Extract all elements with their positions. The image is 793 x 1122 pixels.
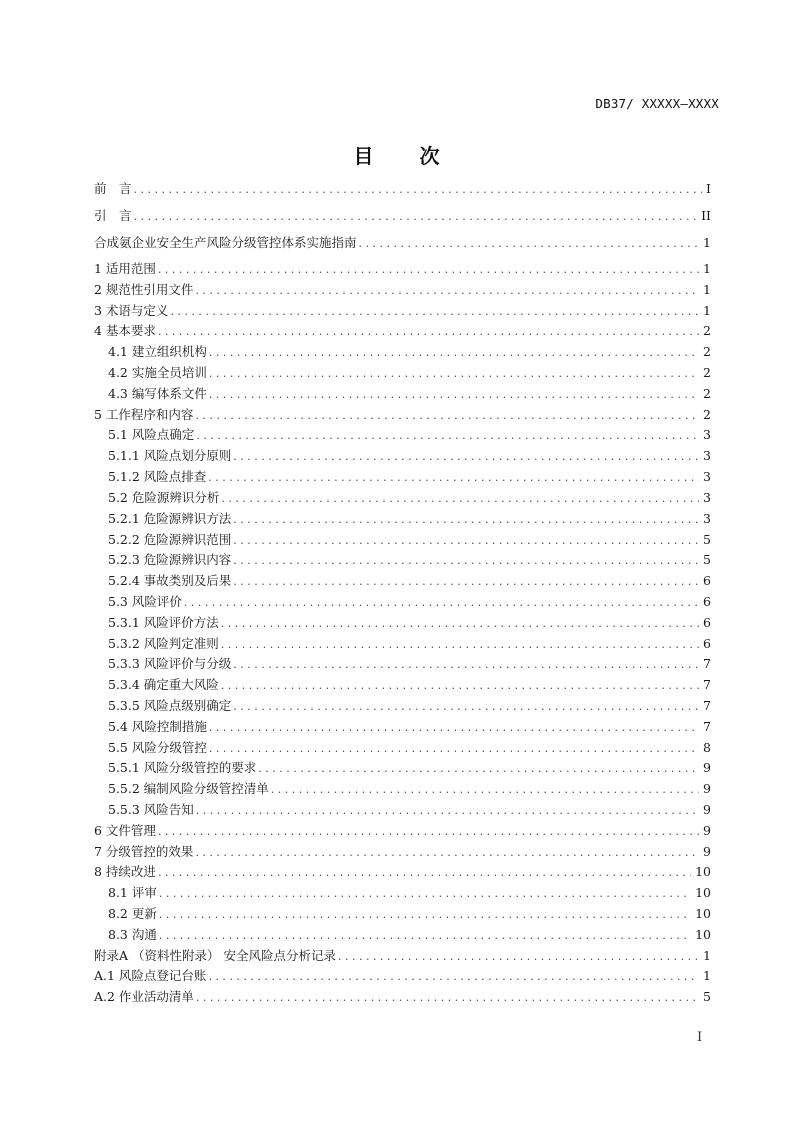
toc-entry-label: 8.2 更新: [94, 905, 159, 923]
toc-entry-label: 5.2.4 事故类别及后果: [94, 572, 233, 590]
dot-leader: [359, 235, 700, 253]
dot-leader: [221, 615, 699, 633]
dot-leader: [195, 407, 699, 425]
toc-entry[interactable]: [94, 593, 711, 611]
toc-entry[interactable]: [94, 759, 711, 777]
toc-entry-page: 1: [703, 261, 711, 276]
toc-entry-label: 5.5 风险分级管控: [94, 739, 209, 757]
toc-entry[interactable]: [94, 967, 711, 985]
toc-entry-label: 8.3 沟通: [94, 926, 159, 944]
toc-entry-page: 1: [703, 968, 711, 983]
toc-entry[interactable]: [94, 718, 711, 736]
toc-entry-label: 5.2 危险源辨识分析: [94, 489, 221, 507]
toc-entry-page: 7: [703, 656, 711, 671]
toc-entry-page: 8: [703, 740, 711, 755]
dot-leader: [271, 781, 699, 799]
dot-leader: [221, 677, 699, 695]
toc-entry-page: 2: [703, 386, 711, 401]
dot-leader: [233, 698, 699, 716]
toc-entry[interactable]: [94, 676, 711, 694]
toc-entry-page: 10: [695, 906, 711, 921]
toc-entry-label: 7 分级管控的效果: [94, 844, 194, 859]
toc-entry[interactable]: [94, 947, 711, 965]
toc-entry[interactable]: [94, 822, 711, 840]
dot-leader: [159, 885, 691, 903]
toc-entry[interactable]: [94, 207, 711, 225]
toc-entry-page: 9: [703, 802, 711, 817]
toc-entry-label: 4 基本要求: [94, 323, 156, 338]
toc-entry-label: 5.3.3 风险评价与分级: [94, 655, 233, 673]
toc-entry[interactable]: [94, 406, 711, 424]
toc-entry-label: 5.3.1 风险评价方法: [94, 614, 221, 632]
toc-entry[interactable]: [94, 447, 711, 465]
toc-entry[interactable]: [94, 322, 711, 340]
toc-entry[interactable]: [94, 551, 711, 569]
toc-entry[interactable]: [94, 697, 711, 715]
dot-leader: [170, 303, 699, 321]
toc-entry[interactable]: [94, 260, 711, 278]
toc-entry-page: 5: [703, 989, 711, 1004]
dot-leader: [221, 490, 699, 508]
toc-entry[interactable]: [94, 739, 711, 757]
toc-entry-page: 6: [703, 636, 711, 651]
toc-entry-label: 1 适用范围: [94, 261, 156, 276]
toc-entry-page: 3: [703, 448, 711, 463]
toc-entry[interactable]: [94, 343, 711, 361]
toc-entry-page: 2: [703, 365, 711, 380]
toc-entry-page: 9: [703, 844, 711, 859]
dot-leader: [233, 448, 699, 466]
title-char-1: 目: [353, 144, 374, 168]
dot-leader: [158, 864, 691, 882]
toc-entry-label: 5.5.1 风险分级管控的要求: [94, 759, 258, 777]
footer-page-number: I: [697, 1030, 703, 1045]
toc-entry-label: 5.1.1 风险点划分原则: [94, 447, 233, 465]
toc-entry-page: 7: [703, 719, 711, 734]
toc-entry-page: 1: [703, 282, 711, 297]
toc-entry[interactable]: [94, 614, 711, 632]
dot-leader: [159, 927, 691, 945]
toc-entry-page: 1: [703, 235, 711, 250]
dot-leader: [158, 323, 699, 341]
toc-entry-page: 1: [703, 303, 711, 318]
toc-entry-label: 3 术语与定义: [94, 303, 169, 318]
toc-entry-label: 合成氨企业安全生产风险分级管控体系实施指南: [94, 235, 357, 250]
toc-entry[interactable]: [94, 780, 711, 798]
toc-entry-label: 引 言: [94, 208, 132, 223]
dot-leader: [209, 386, 699, 404]
toc-entry[interactable]: [94, 801, 711, 819]
toc-entry-label: 5.3.5 风险点级别确定: [94, 697, 233, 715]
dot-leader: [195, 844, 699, 862]
dot-leader: [196, 989, 699, 1007]
toc-entry[interactable]: [94, 988, 711, 1006]
toc-entry-page: 3: [703, 427, 711, 442]
dot-leader: [338, 948, 699, 966]
toc-entry-label: 5.2.1 危险源辨识方法: [94, 510, 233, 528]
toc-entry-label: 前 言: [94, 181, 132, 196]
page-title: [0, 140, 793, 169]
toc-entry[interactable]: [94, 468, 711, 486]
toc-entry-label: 2 规范性引用文件: [94, 282, 194, 297]
toc-entry-label: 8.1 评审: [94, 884, 159, 902]
toc-entry-label: 5 工作程序和内容: [94, 407, 194, 422]
toc-entry-page: 6: [703, 573, 711, 588]
toc-entry-label: A.1 风险点登记台账: [94, 968, 207, 983]
toc-entry[interactable]: [94, 863, 711, 881]
toc-entry[interactable]: [94, 302, 711, 320]
toc-entry[interactable]: [94, 531, 711, 549]
dot-leader: [233, 532, 699, 550]
toc-entry-page: 3: [703, 469, 711, 484]
toc-entry-label: 5.2.3 危险源辨识内容: [94, 551, 233, 569]
toc-entry-label: 附录A （资料性附录） 安全风险点分析记录: [94, 948, 336, 963]
toc-entry-page: I: [706, 181, 711, 196]
toc-entry-page: 10: [695, 864, 711, 879]
toc-entry-label: 6 文件管理: [94, 823, 156, 838]
dot-leader: [195, 282, 699, 300]
toc-entry-page: 2: [703, 407, 711, 422]
toc-entry[interactable]: [94, 635, 711, 653]
dot-leader: [158, 261, 699, 279]
toc-entry-page: 9: [703, 781, 711, 796]
dot-leader: [209, 365, 699, 383]
toc-entry[interactable]: [94, 655, 711, 673]
dot-leader: [159, 906, 691, 924]
toc-entry-label: 5.3.2 风险判定准则: [94, 635, 221, 653]
toc-entry[interactable]: [94, 843, 711, 861]
toc-entry-label: A.2 作业活动清单: [94, 989, 194, 1004]
toc-entry[interactable]: [94, 926, 711, 944]
toc-entry-label: 5.1.2 风险点排查: [94, 468, 208, 486]
toc-entry-page: 5: [703, 552, 711, 567]
toc-entry[interactable]: [94, 234, 711, 252]
toc-entry[interactable]: [94, 426, 711, 444]
toc-entry-page: 9: [703, 760, 711, 775]
dot-leader: [196, 427, 699, 445]
dot-leader: [209, 344, 699, 362]
toc-entry[interactable]: [94, 572, 711, 590]
toc-entry-label: 5.4 风险控制措施: [94, 718, 209, 736]
toc-entry[interactable]: [94, 281, 711, 299]
toc-entry-page: 10: [695, 927, 711, 942]
toc-entry[interactable]: [94, 180, 711, 198]
toc-entry-label: 4.2 实施全员培训: [94, 364, 209, 382]
toc-entry[interactable]: [94, 489, 711, 507]
toc-entry-page: 7: [703, 677, 711, 692]
toc-entry[interactable]: [94, 510, 711, 528]
toc-entry-label: 5.1 风险点确定: [94, 426, 196, 444]
dot-leader: [233, 573, 699, 591]
toc-entry-page: 2: [703, 344, 711, 359]
toc-entry[interactable]: [94, 905, 711, 923]
document-code: DB37/ XXXXX—XXXX: [595, 96, 719, 111]
toc-entry-label: 5.5.2 编制风险分级管控清单: [94, 780, 271, 798]
dot-leader: [134, 181, 703, 199]
dot-leader: [233, 511, 699, 529]
dot-leader: [134, 208, 698, 226]
toc-entry-page: 5: [703, 532, 711, 547]
dot-leader: [233, 552, 699, 570]
toc-entry-page: 10: [695, 885, 711, 900]
toc-entry-page: 2: [703, 323, 711, 338]
toc-entry[interactable]: [94, 364, 711, 382]
title-char-2: 次: [419, 144, 440, 168]
toc-entry-page: 3: [703, 490, 711, 505]
toc-entry-label: 5.2.2 危险源辨识范围: [94, 531, 233, 549]
dot-leader: [258, 760, 699, 778]
dot-leader: [158, 823, 699, 841]
dot-leader: [221, 636, 699, 654]
dot-leader: [233, 656, 699, 674]
toc-entry-label: 5.3 风险评价: [94, 593, 184, 611]
toc-entry[interactable]: [94, 884, 711, 902]
toc-entry-label: 8 持续改进: [94, 864, 156, 879]
toc-entry-page: 9: [703, 823, 711, 838]
toc-entry-page: 7: [703, 698, 711, 713]
dot-leader: [208, 968, 699, 986]
toc-entry-label: 5.3.4 确定重大风险: [94, 676, 221, 694]
dot-leader: [209, 740, 699, 758]
toc-entry-label: 5.5.3 风险告知: [94, 801, 196, 819]
toc-entry-label: 4.1 建立组织机构: [94, 343, 209, 361]
dot-leader: [196, 802, 699, 820]
dot-leader: [184, 594, 699, 612]
toc-entry-page: 6: [703, 615, 711, 630]
dot-leader: [208, 469, 699, 487]
toc-entry-page: II: [701, 208, 711, 223]
toc-entry-page: 3: [703, 511, 711, 526]
toc-entry-page: 1: [703, 948, 711, 963]
toc-entry[interactable]: [94, 385, 711, 403]
toc-entry-page: 6: [703, 594, 711, 609]
dot-leader: [209, 719, 699, 737]
toc-entry-label: 4.3 编写体系文件: [94, 385, 209, 403]
